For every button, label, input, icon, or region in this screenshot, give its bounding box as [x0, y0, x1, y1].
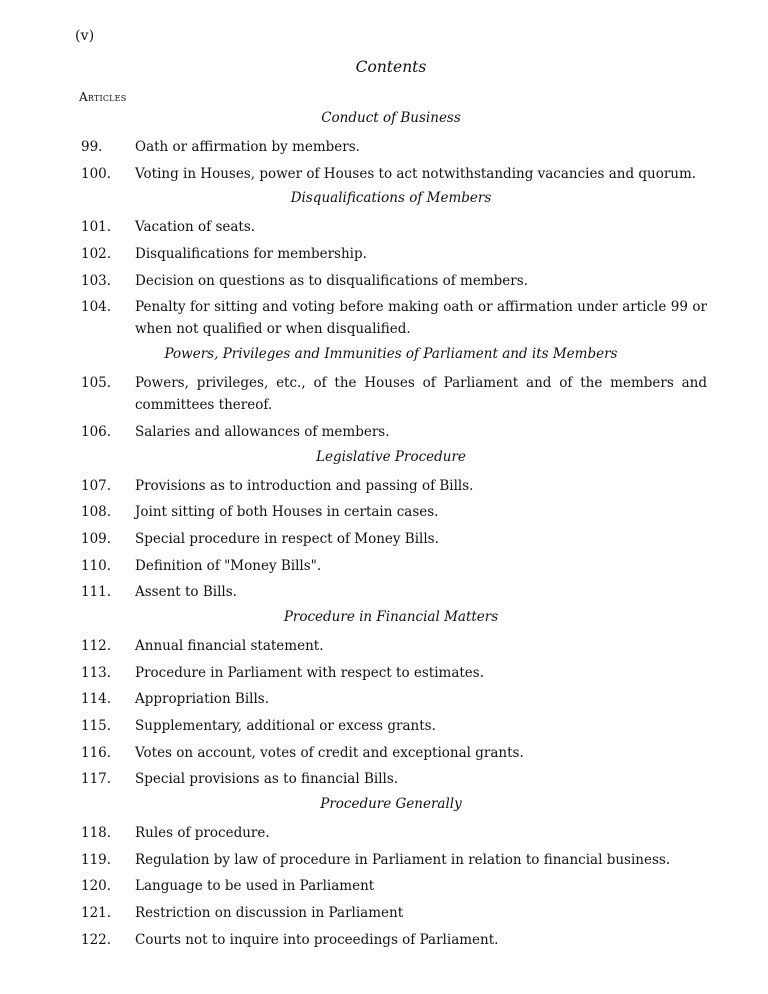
- section-heading: Powers, Privileges and Immunities of Parliament and its Members: [164, 346, 618, 363]
- article-title: Vacation of seats.: [135, 219, 256, 236]
- article-number: 119.: [81, 851, 112, 868]
- article-number: 114.: [81, 691, 112, 708]
- toc-entry: [0, 688, 768, 710]
- toc-entry: [0, 768, 768, 790]
- article-title: Special provisions as to financial Bills.: [135, 771, 399, 788]
- article-number: 105.: [81, 375, 112, 392]
- toc-entry: [0, 742, 768, 764]
- toc-section: [0, 608, 768, 790]
- toc-entry: [0, 270, 768, 292]
- article-title: Joint sitting of both Houses in certain cases.: [135, 504, 439, 521]
- article-number: 122.: [81, 931, 112, 948]
- article-number: 117.: [81, 771, 112, 788]
- table-of-contents: [0, 106, 768, 956]
- article-number: 103.: [81, 272, 112, 289]
- section-entries: [0, 475, 768, 604]
- article-title: Votes on account, votes of credit and exceptional grants.: [135, 744, 524, 761]
- toc-section: [0, 795, 768, 951]
- toc-entry: [0, 136, 768, 158]
- toc-entry: [0, 372, 768, 416]
- toc-entry: [0, 929, 768, 951]
- page-number: (v): [75, 28, 95, 44]
- article-number: 115.: [81, 718, 112, 734]
- article-number: 101.: [81, 219, 112, 236]
- toc-entry: [0, 216, 768, 238]
- article-number: 120.: [81, 878, 112, 895]
- article-number: 111.: [81, 584, 112, 601]
- article-title: Assent to Bills.: [135, 584, 237, 601]
- article-title: Regulation by law of procedure in Parliament in relation to financial business.: [135, 851, 671, 868]
- toc-entry: [0, 555, 768, 577]
- toc-entry: [0, 421, 768, 443]
- article-number: 109.: [81, 530, 112, 547]
- section-heading: Legislative Procedure: [316, 448, 466, 465]
- article-number: 110.: [81, 557, 112, 574]
- article-title: Decision on questions as to disqualifications of members.: [135, 272, 528, 289]
- section-entries: [0, 635, 768, 790]
- article-number: 99.: [81, 139, 103, 155]
- article-title: Definition of "Money Bills".: [135, 557, 322, 574]
- contents-title: Contents: [355, 58, 427, 76]
- article-title: Courts not to inquire into proceedings of Parliament.: [135, 931, 499, 948]
- article-number: 104.: [81, 299, 112, 316]
- toc-entry: [0, 163, 768, 185]
- article-number: 102.: [81, 246, 112, 263]
- article-title: Procedure in Parliament with respect to estimates.: [135, 664, 485, 681]
- toc-entry: [0, 875, 768, 897]
- section-heading: Procedure in Financial Matters: [283, 608, 499, 625]
- toc-entry: [0, 243, 768, 265]
- article-title: Penalty for sitting and voting before making oath or affirmation under article 99 or when not qualified or when disqualified.: [135, 299, 707, 338]
- toc-entry: [0, 581, 768, 603]
- toc-entry: [0, 662, 768, 684]
- article-number: 107.: [81, 477, 112, 494]
- toc-entry: [0, 501, 768, 523]
- toc-entry: [0, 296, 768, 340]
- toc-entry: [0, 902, 768, 924]
- toc-entry: [0, 635, 768, 657]
- article-number: 112.: [81, 637, 112, 654]
- article-number: 113.: [81, 664, 112, 681]
- section-heading: Procedure Generally: [320, 796, 462, 813]
- article-title: Voting in Houses, power of Houses to act notwithstanding vacancies and quorum.: [135, 165, 697, 182]
- section-entries: [0, 216, 768, 340]
- article-title: Restriction on discussion in Parliament: [135, 905, 404, 922]
- section-entries: [0, 136, 768, 185]
- section-heading: Conduct of Business: [321, 110, 461, 126]
- toc-section: [0, 109, 768, 185]
- article-title: Appropriation Bills.: [135, 691, 270, 708]
- section-entries: [0, 822, 768, 951]
- article-title: Oath or affirmation by members.: [135, 139, 360, 155]
- toc-section: [0, 189, 768, 340]
- article-title: Supplementary, additional or excess grants.: [135, 718, 436, 734]
- article-number: 116.: [81, 744, 112, 761]
- article-title: Special procedure in respect of Money Bills.: [135, 530, 439, 547]
- toc-entry: [0, 849, 768, 871]
- article-title: Language to be used in Parliament: [135, 878, 375, 895]
- article-title: Provisions as to introduction and passing of Bills.: [135, 477, 474, 494]
- articles-label: Articles: [79, 90, 127, 104]
- section-heading: Disqualifications of Members: [290, 190, 492, 207]
- article-title: Disqualifications for membership.: [135, 246, 367, 263]
- article-number: 106.: [81, 423, 112, 440]
- toc-section: [0, 345, 768, 443]
- article-title: Powers, privileges, etc., of the Houses of Parliament and of the members and committees thereof.: [135, 375, 707, 414]
- toc-entry: [0, 715, 768, 737]
- toc-entry: [0, 475, 768, 497]
- article-title: Rules of procedure.: [135, 825, 270, 842]
- article-title: Annual financial statement.: [135, 637, 324, 654]
- toc-section: [0, 448, 768, 604]
- toc-entry: [0, 822, 768, 844]
- toc-entry: [0, 528, 768, 550]
- article-number: 118.: [81, 825, 112, 842]
- article-number: 121.: [81, 905, 112, 922]
- article-number: 108.: [81, 504, 112, 521]
- article-number: 100.: [81, 165, 112, 182]
- article-title: Salaries and allowances of members.: [135, 423, 390, 440]
- section-entries: [0, 372, 768, 443]
